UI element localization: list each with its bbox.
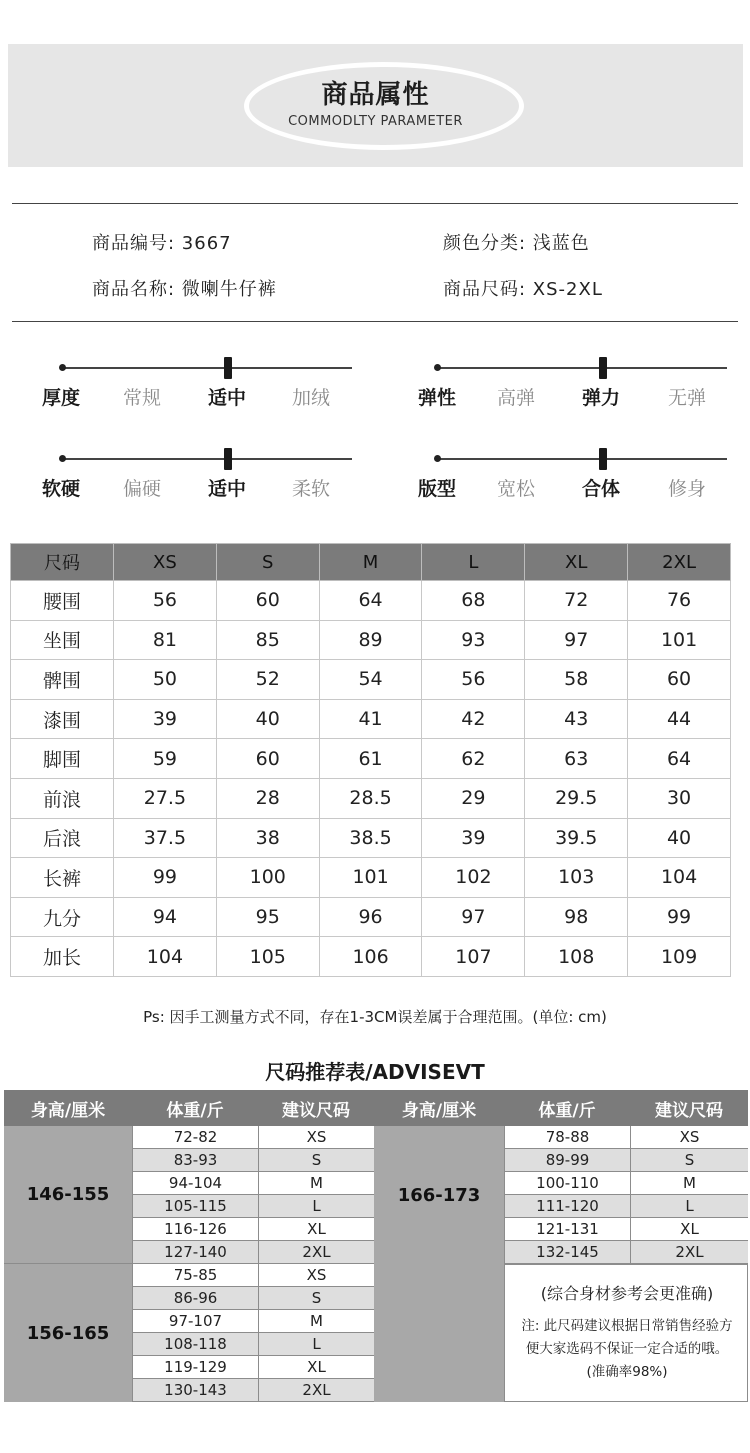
slider-start-dot	[434, 364, 441, 371]
column-header: L	[422, 544, 525, 581]
size-cell: 2XL	[630, 1241, 748, 1264]
size-cell: 60	[628, 660, 731, 700]
attribute-option: 柔软	[292, 478, 331, 500]
column-header: M	[319, 544, 422, 581]
attribute-slider-hardness	[42, 444, 362, 514]
weight-cell: 75-85	[132, 1264, 258, 1287]
column-header: XS	[114, 544, 217, 581]
weight-cell: 94-104	[132, 1172, 258, 1195]
attribute-option: 无弹	[668, 387, 707, 409]
size-cell: 81	[114, 620, 217, 660]
attribute-option: 修身	[668, 478, 707, 500]
size-cell: 60	[216, 581, 319, 621]
row-label: 长裤	[11, 858, 114, 898]
size-table-row	[11, 660, 731, 700]
size-cell: 97	[422, 897, 525, 937]
size-table-row	[11, 699, 731, 739]
weight-cell: 97-107	[132, 1310, 258, 1333]
size-cell: 60	[216, 739, 319, 779]
size-table-row	[11, 858, 731, 898]
weight-cell: 100-110	[504, 1172, 630, 1195]
attribute-label: 软硬	[42, 478, 81, 500]
slider-start-dot	[434, 455, 441, 462]
row-label: 髀围	[11, 660, 114, 700]
size-cell: M	[258, 1172, 374, 1195]
attribute-slider-elasticity	[418, 353, 737, 423]
size-cell: 94	[114, 897, 217, 937]
slider-track	[437, 367, 727, 369]
size-cell: 38	[216, 818, 319, 858]
row-label: 脚围	[11, 739, 114, 779]
weight-cell: 108-118	[132, 1333, 258, 1356]
attribute-label: 厚度	[42, 387, 81, 409]
attribute-option: 加绒	[292, 387, 331, 409]
divider-top	[12, 203, 738, 204]
weight-cell: 111-120	[504, 1195, 630, 1218]
attribute-option-selected: 适中	[208, 478, 247, 500]
size-cell: 43	[525, 699, 628, 739]
size-cell: 95	[216, 897, 319, 937]
size-cell: 101	[319, 858, 422, 898]
size-cell: 102	[422, 858, 525, 898]
size-cell: 64	[319, 581, 422, 621]
height-group: 146-155	[4, 1126, 132, 1264]
row-label: 漆围	[11, 699, 114, 739]
info-size: 商品尺码: XS-2XL	[443, 279, 603, 300]
page-subtitle: COMMODLTY PARAMETER	[288, 114, 463, 129]
weight-cell: 127-140	[132, 1241, 258, 1264]
column-header: 建议尺码	[630, 1090, 748, 1126]
size-cell: 109	[628, 937, 731, 977]
size-cell: XS	[258, 1126, 374, 1149]
size-cell: 40	[628, 818, 731, 858]
size-table-row	[11, 897, 731, 937]
size-cell: XL	[630, 1218, 748, 1241]
weight-cell: 105-115	[132, 1195, 258, 1218]
row-label: 坐围	[11, 620, 114, 660]
size-cell: 52	[216, 660, 319, 700]
size-cell: 89	[319, 620, 422, 660]
weight-cell: 132-145	[504, 1241, 630, 1264]
size-advise-table	[4, 1090, 748, 1402]
size-cell: 107	[422, 937, 525, 977]
attribute-option: 常规	[123, 387, 162, 409]
weight-cell: 116-126	[132, 1218, 258, 1241]
size-cell: 108	[525, 937, 628, 977]
row-label: 后浪	[11, 818, 114, 858]
size-cell: 96	[319, 897, 422, 937]
advise-note-body: 注: 此尺码建议根据日常销售经验方便大家选码不保证一定合适的哦。(准确率98%)	[521, 1318, 733, 1380]
size-cell: 97	[525, 620, 628, 660]
size-table-header-row	[11, 544, 731, 581]
slider-start-dot	[59, 455, 66, 462]
attribute-option-selected: 合体	[582, 478, 621, 500]
header-band	[8, 44, 743, 167]
advise-note	[504, 1264, 748, 1402]
info-name: 商品名称: 微喇牛仔裤	[92, 279, 277, 300]
size-table-row	[11, 620, 731, 660]
size-cell: XS	[258, 1264, 374, 1287]
measurement-note: Ps: 因手工测量方式不同，存在1-3CM误差属于合理范围。(单位: cm)	[143, 1008, 607, 1026]
size-table-row	[11, 581, 731, 621]
info-item-no: 商品编号: 3667	[92, 233, 232, 254]
size-cell: 39	[422, 818, 525, 858]
size-table-row	[11, 739, 731, 779]
row-label: 腰围	[11, 581, 114, 621]
size-cell: 38.5	[319, 818, 422, 858]
size-cell: 98	[525, 897, 628, 937]
size-cell: 39.5	[525, 818, 628, 858]
weight-cell: 130-143	[132, 1379, 258, 1402]
size-cell: S	[258, 1149, 374, 1172]
size-cell: 30	[628, 778, 731, 818]
slider-track	[437, 458, 727, 460]
size-cell: 56	[422, 660, 525, 700]
size-cell: 37.5	[114, 818, 217, 858]
size-cell: 68	[422, 581, 525, 621]
slider-knob	[224, 448, 232, 470]
size-cell: 56	[114, 581, 217, 621]
size-cell: 99	[628, 897, 731, 937]
row-label: 前浪	[11, 778, 114, 818]
size-cell: 105	[216, 937, 319, 977]
row-label: 加长	[11, 937, 114, 977]
size-cell: L	[258, 1333, 374, 1356]
attribute-option-selected: 弹力	[582, 387, 621, 409]
size-cell: 63	[525, 739, 628, 779]
size-cell: 28.5	[319, 778, 422, 818]
slider-start-dot	[59, 364, 66, 371]
weight-cell: 86-96	[132, 1287, 258, 1310]
size-cell: 58	[525, 660, 628, 700]
attribute-label: 版型	[418, 478, 457, 500]
divider-mid	[12, 321, 738, 322]
size-cell: XL	[258, 1218, 374, 1241]
weight-cell: 119-129	[132, 1356, 258, 1379]
slider-knob	[599, 357, 607, 379]
size-cell: 39	[114, 699, 217, 739]
page-title: 商品属性	[321, 80, 430, 110]
size-cell: 2XL	[258, 1379, 374, 1402]
weight-cell: 89-99	[504, 1149, 630, 1172]
size-table	[10, 543, 731, 977]
size-cell: 103	[525, 858, 628, 898]
column-header: 身高/厘米	[4, 1090, 132, 1126]
size-cell: 50	[114, 660, 217, 700]
height-group: 166-173	[374, 1126, 504, 1264]
weight-cell: 121-131	[504, 1218, 630, 1241]
size-cell: L	[630, 1195, 748, 1218]
size-cell: 64	[628, 739, 731, 779]
slider-knob	[224, 357, 232, 379]
size-cell: 62	[422, 739, 525, 779]
size-cell: 106	[319, 937, 422, 977]
slider-track	[62, 367, 352, 369]
size-table-body	[11, 581, 731, 977]
weight-cell: 83-93	[132, 1149, 258, 1172]
weight-cell: 72-82	[132, 1126, 258, 1149]
size-cell: S	[630, 1149, 748, 1172]
size-cell: 40	[216, 699, 319, 739]
size-table-row	[11, 818, 731, 858]
weight-cell: 78-88	[504, 1126, 630, 1149]
size-cell: 29.5	[525, 778, 628, 818]
size-cell: 59	[114, 739, 217, 779]
size-cell: L	[258, 1195, 374, 1218]
size-cell: 54	[319, 660, 422, 700]
attribute-option: 高弹	[497, 387, 536, 409]
column-header: XL	[525, 544, 628, 581]
size-cell: 93	[422, 620, 525, 660]
size-cell: S	[258, 1287, 374, 1310]
size-table-row	[11, 937, 731, 977]
size-cell: 76	[628, 581, 731, 621]
info-color: 颜色分类: 浅蓝色	[443, 233, 590, 254]
attribute-option: 偏硬	[123, 478, 162, 500]
size-cell: 28	[216, 778, 319, 818]
size-cell: 2XL	[258, 1241, 374, 1264]
advise-title: 尺码推荐表/ADVISEVT	[265, 1060, 485, 1084]
size-cell: 41	[319, 699, 422, 739]
attribute-label: 弹性	[418, 387, 457, 409]
slider-knob	[599, 448, 607, 470]
attribute-slider-fit	[418, 444, 737, 514]
size-cell: XL	[258, 1356, 374, 1379]
size-cell: 104	[114, 937, 217, 977]
height-group-blank	[374, 1264, 504, 1402]
size-cell: 85	[216, 620, 319, 660]
size-cell: 101	[628, 620, 731, 660]
size-cell: 42	[422, 699, 525, 739]
size-cell: 29	[422, 778, 525, 818]
size-cell: 104	[628, 858, 731, 898]
attribute-option-selected: 适中	[208, 387, 247, 409]
column-header: 体重/斤	[132, 1090, 258, 1126]
slider-track	[62, 458, 352, 460]
size-cell: M	[630, 1172, 748, 1195]
attribute-slider-thickness	[42, 353, 362, 423]
column-header: 体重/斤	[504, 1090, 630, 1126]
attribute-option: 宽松	[497, 478, 536, 500]
column-header: 身高/厘米	[374, 1090, 504, 1126]
advise-note-heading: (综合身材参考会更准确)	[540, 1284, 714, 1303]
size-cell: 99	[114, 858, 217, 898]
column-header: 尺码	[11, 544, 114, 581]
size-cell: 44	[628, 699, 731, 739]
column-header: S	[216, 544, 319, 581]
size-cell: 72	[525, 581, 628, 621]
size-table-row	[11, 778, 731, 818]
size-cell: 27.5	[114, 778, 217, 818]
height-group: 156-165	[4, 1264, 132, 1402]
size-cell: M	[258, 1310, 374, 1333]
size-cell: 100	[216, 858, 319, 898]
size-cell: XS	[630, 1126, 748, 1149]
row-label: 九分	[11, 897, 114, 937]
column-header: 建议尺码	[258, 1090, 374, 1126]
column-header: 2XL	[628, 544, 731, 581]
size-cell: 61	[319, 739, 422, 779]
